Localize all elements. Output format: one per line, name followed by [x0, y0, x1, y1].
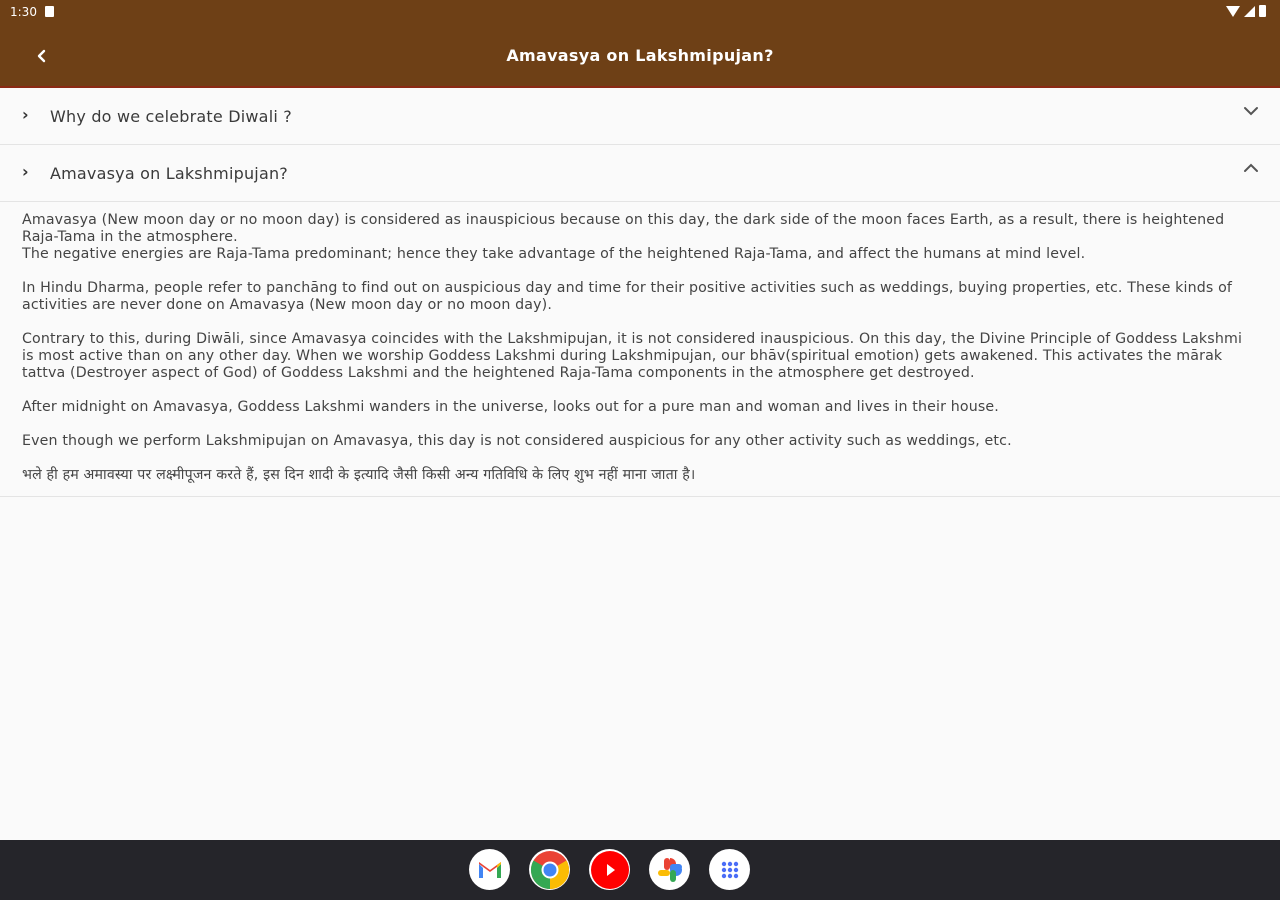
signal-icon	[1244, 6, 1255, 17]
content-paragraph-1	[22, 212, 1258, 263]
accordion-item-label: Why do we celebrate Diwali ?	[50, 107, 292, 126]
status-time: 1:30	[10, 5, 37, 19]
content-paragraph-5: Even though we perform Lakshmipujan on Amavasya, this day is not considered auspicious for any other activity such as weddings, etc.	[22, 433, 1012, 449]
wifi-icon	[1226, 6, 1240, 17]
chevron-right-icon: ›	[22, 105, 29, 124]
content-text: Amavasya (New moon day or no moon day) is considered as inauspicious because on this day, the dark side of the moon faces Earth, as a result, there is heightened Raja-Tama in the atmosphere.	[22, 212, 1225, 245]
app-bar	[0, 26, 1280, 88]
accordion-content	[0, 202, 1280, 497]
accordion-item-amavasya[interactable]	[0, 145, 1280, 202]
taskbar	[0, 840, 1280, 900]
sd-card-icon	[45, 6, 54, 17]
content-text: The negative energies are Raja-Tama predominant; hence they take advantage of the heightened Raja-Tama, and affect the humans at mind level.	[22, 246, 1086, 262]
page-title: Amavasya on Lakshmipujan?	[506, 46, 774, 65]
status-bar	[0, 0, 1280, 26]
chevron-right-icon: ›	[22, 162, 29, 181]
youtube-icon[interactable]	[589, 849, 630, 890]
app-dock	[469, 849, 750, 890]
gmail-icon[interactable]	[469, 849, 510, 890]
accordion-item-label: Amavasya on Lakshmipujan?	[50, 164, 288, 183]
expand-chevron-icon[interactable]	[1242, 102, 1260, 125]
content-paragraph-2: In Hindu Dharma, people refer to panchāng to find out on auspicious day and time for their positive activities such as weddings, buying properties, etc. These kinds of activities are never done on Amavasya (New moon day or no moon day).	[22, 280, 1233, 313]
battery-icon	[1259, 5, 1266, 17]
status-icons	[1226, 5, 1266, 17]
content-paragraph-3: Contrary to this, during Diwāli, since Amavasya coincides with the Lakshmipujan, it is not considered inauspicious. On this day, the Divine Principle of Goddess Lakshmi is most active than on any other day. When we worship Goddess Lakshmi during Lakshmipujan, our bhāv(spiritual emotion) gets awakened. This activates the mārak tattva (Destroyer aspect of God) of Goddess Lakshmi and the heightened Raja-Tama components in the atmosphere get destroyed.	[22, 331, 1243, 381]
content-paragraph-4: After midnight on Amavasya, Goddess Lakshmi wanders in the universe, looks out for a pure man and woman and lives in their house.	[22, 399, 999, 415]
collapse-chevron-icon[interactable]	[1242, 159, 1260, 182]
content-paragraph-6: भले ही हम अमावस्या पर लक्ष्मीपूजन करते हैं, इस दिन शादी के इत्यादि जैसी किसी अन्य गतिविधि के लिए शुभ नहीं माना जाता है।	[22, 467, 696, 483]
chrome-icon[interactable]	[529, 849, 570, 890]
app-drawer-icon[interactable]	[709, 849, 750, 890]
photos-icon[interactable]	[649, 849, 690, 890]
faq-accordion	[0, 88, 1280, 497]
accordion-item-why-diwali[interactable]	[0, 88, 1280, 145]
